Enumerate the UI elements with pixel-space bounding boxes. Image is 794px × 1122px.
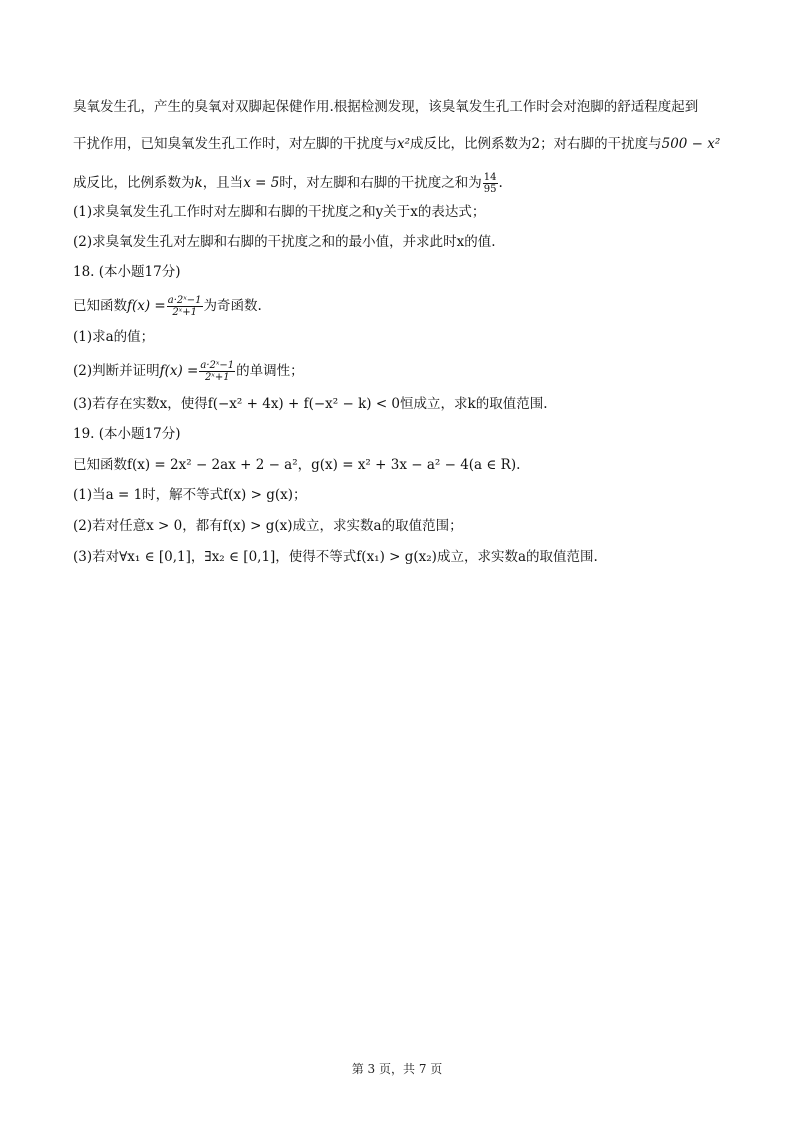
frac-num: a·2ˣ−1 bbox=[167, 295, 202, 306]
text: 成反比，比例系数为 bbox=[73, 175, 195, 191]
text: 的单调性； bbox=[236, 363, 304, 379]
p17-question-1 bbox=[73, 201, 733, 223]
p18-question-3 bbox=[73, 393, 733, 415]
p19-question-2 bbox=[73, 515, 733, 537]
p19-header bbox=[73, 423, 733, 445]
p19-question-3 bbox=[73, 546, 733, 568]
p18-question-2 bbox=[73, 360, 733, 383]
text: ，且当 bbox=[202, 175, 244, 191]
fraction-fx bbox=[199, 360, 235, 383]
fraction-fx bbox=[167, 295, 203, 318]
math-x-squared: x² bbox=[397, 136, 411, 152]
text: 成反比，比例系数为2；对右脚的干扰度与 bbox=[410, 136, 662, 152]
text: (3)若对∀x₁ ∈ [0,1]，∃x₂ ∈ [0,1]，使得不等式f(x₁) > g(x₂)成立，求实数a的取值范围. bbox=[73, 549, 598, 565]
frac-den: 95 bbox=[483, 184, 497, 195]
p17-question-2 bbox=[73, 231, 733, 253]
text: (1)求臭氧发生孔工作时对左脚和右脚的干扰度之和y关于x的表达式； bbox=[73, 204, 486, 220]
p17-intro-line1 bbox=[73, 96, 733, 118]
frac-den: 2ˣ+1 bbox=[204, 372, 230, 383]
frac-den: 2ˣ+1 bbox=[172, 307, 197, 318]
page-content bbox=[73, 96, 733, 565]
text: 18. (本小题17分) bbox=[73, 264, 181, 280]
p19-intro bbox=[73, 454, 733, 476]
math-fx: f(x) = bbox=[159, 363, 199, 379]
page-footer: 第 3 页，共 7 页 bbox=[351, 1062, 443, 1076]
text: 为奇函数. bbox=[203, 298, 262, 314]
p18-question-1 bbox=[73, 326, 733, 348]
p17-intro-line3: 成反比，比例系数为k，且当x = 5时，对左脚和右脚的干扰度之和为 $\frac{14}{95}$ . bbox=[73, 172, 503, 195]
p19-question-1 bbox=[73, 484, 733, 506]
text: (2)求臭氧发生孔对左脚和右脚的干扰度之和的最小值，并求此时x的值. bbox=[73, 234, 496, 250]
p17-intro-line2 bbox=[73, 133, 733, 155]
text: (1)当a = 1时，解不等式f(x) > g(x)； bbox=[73, 487, 307, 503]
text: (3)若存在实数x，使得f(−x² + 4x) + f(−x² − k) < 0恒成立，求k的取值范围. bbox=[73, 396, 548, 412]
math-k: k bbox=[194, 175, 203, 191]
frac-num: a·2ˣ−1 bbox=[200, 360, 235, 371]
p18-header bbox=[73, 261, 733, 283]
text: (1)求a的值； bbox=[73, 329, 155, 345]
math-x-eq-5: x = 5 bbox=[243, 175, 280, 191]
fraction-14-95 bbox=[483, 172, 498, 195]
text: (2)若对任意x > 0，都有f(x) > g(x)成立，求实数a的取值范围； bbox=[73, 518, 463, 534]
text: 已知函数f(x) = 2x² − 2ax + 2 − a²，g(x) = x² + 3x − a² − 4(a ∈ R). bbox=[73, 457, 521, 473]
frac-num: 14 bbox=[483, 172, 497, 183]
text: 干扰作用，已知臭氧发生孔工作时，对左脚的干扰度与 bbox=[73, 136, 397, 152]
p18-intro bbox=[73, 295, 733, 318]
text: (2)判断并证明 bbox=[73, 363, 160, 379]
math-fx: f(x) = bbox=[127, 298, 166, 314]
text: 已知函数 bbox=[73, 298, 127, 314]
text: 19. (本小题17分) bbox=[73, 426, 181, 442]
math-500-minus-x2: 500 − x² bbox=[661, 136, 721, 152]
text: 臭氧发生孔，产生的臭氧对双脚起保健作用.根据检测发现，该臭氧发生孔工作时会对泡脚的舒适程度起到 bbox=[73, 99, 699, 115]
text: 时，对左脚和右脚的干扰度之和为 bbox=[279, 175, 482, 191]
